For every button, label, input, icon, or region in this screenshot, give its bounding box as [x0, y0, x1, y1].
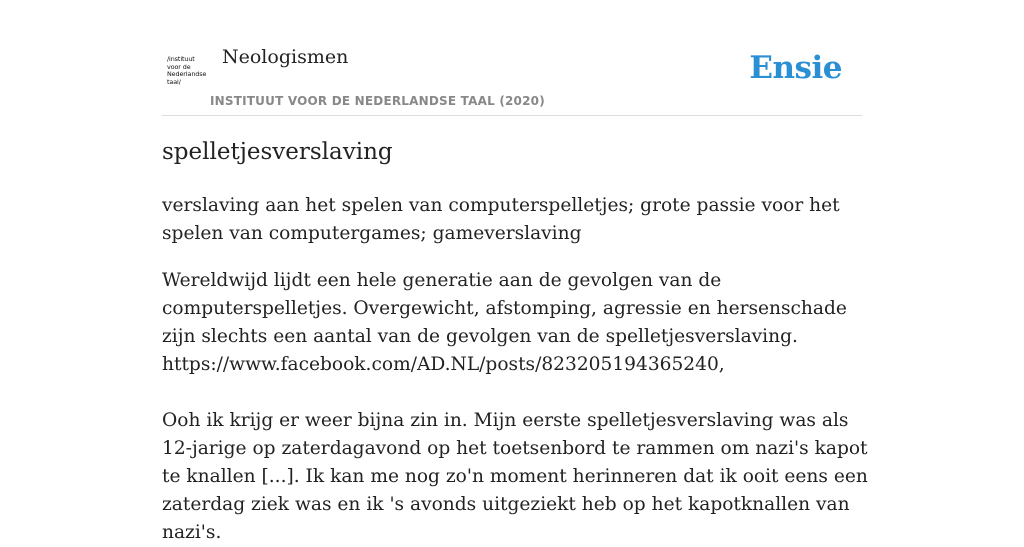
ensie-logo-link[interactable]: Ensie	[749, 50, 842, 86]
logo-line: voor de	[167, 62, 191, 71]
source-title[interactable]: Neologismen	[222, 46, 349, 68]
example-quote: Wereldwijd lijdt een hele generatie aan de gevolgen van de computerspelletjes. Overgewicht, afstomping, agressie en hersenschade zijn slechts een aantal van de gevolgen van de spelletjesverslaving.	[162, 270, 847, 347]
spacer	[162, 379, 868, 407]
institute-logo[interactable]	[167, 56, 207, 86]
entry-definition: verslaving aan het spelen van computerspelletjes; grote passie voor het spelen van computergames; gameverslaving	[162, 195, 840, 244]
source-header	[162, 40, 862, 116]
entry-examples	[162, 267, 868, 547]
entry-term: spelletjesverslaving	[162, 139, 393, 165]
logo-line: taal/	[167, 77, 181, 86]
logo-line: Nederlandse	[167, 70, 207, 79]
example-quote: Ooh ik krijg er weer bijna zin in. Mijn eerste spelletjesverslaving was als 12-jarige op zaterdagavond op het toetsenbord te rammen om nazi's kapot te knallen [...]. Ik kan me nog zo'n moment herinneren dat ik ooit eens een zaterdag ziek was en ik 's avonds uitgeziekt heb op het kapotknallen van nazi's.	[162, 410, 868, 543]
example-source-link[interactable]: https://www.facebook.com/AD.NL/posts/823205194365240,	[162, 354, 725, 375]
logo-line: /instituut	[167, 55, 195, 63]
source-subtitle: INSTITUUT VOOR DE NEDERLANDSE TAAL (2020)	[210, 94, 545, 108]
